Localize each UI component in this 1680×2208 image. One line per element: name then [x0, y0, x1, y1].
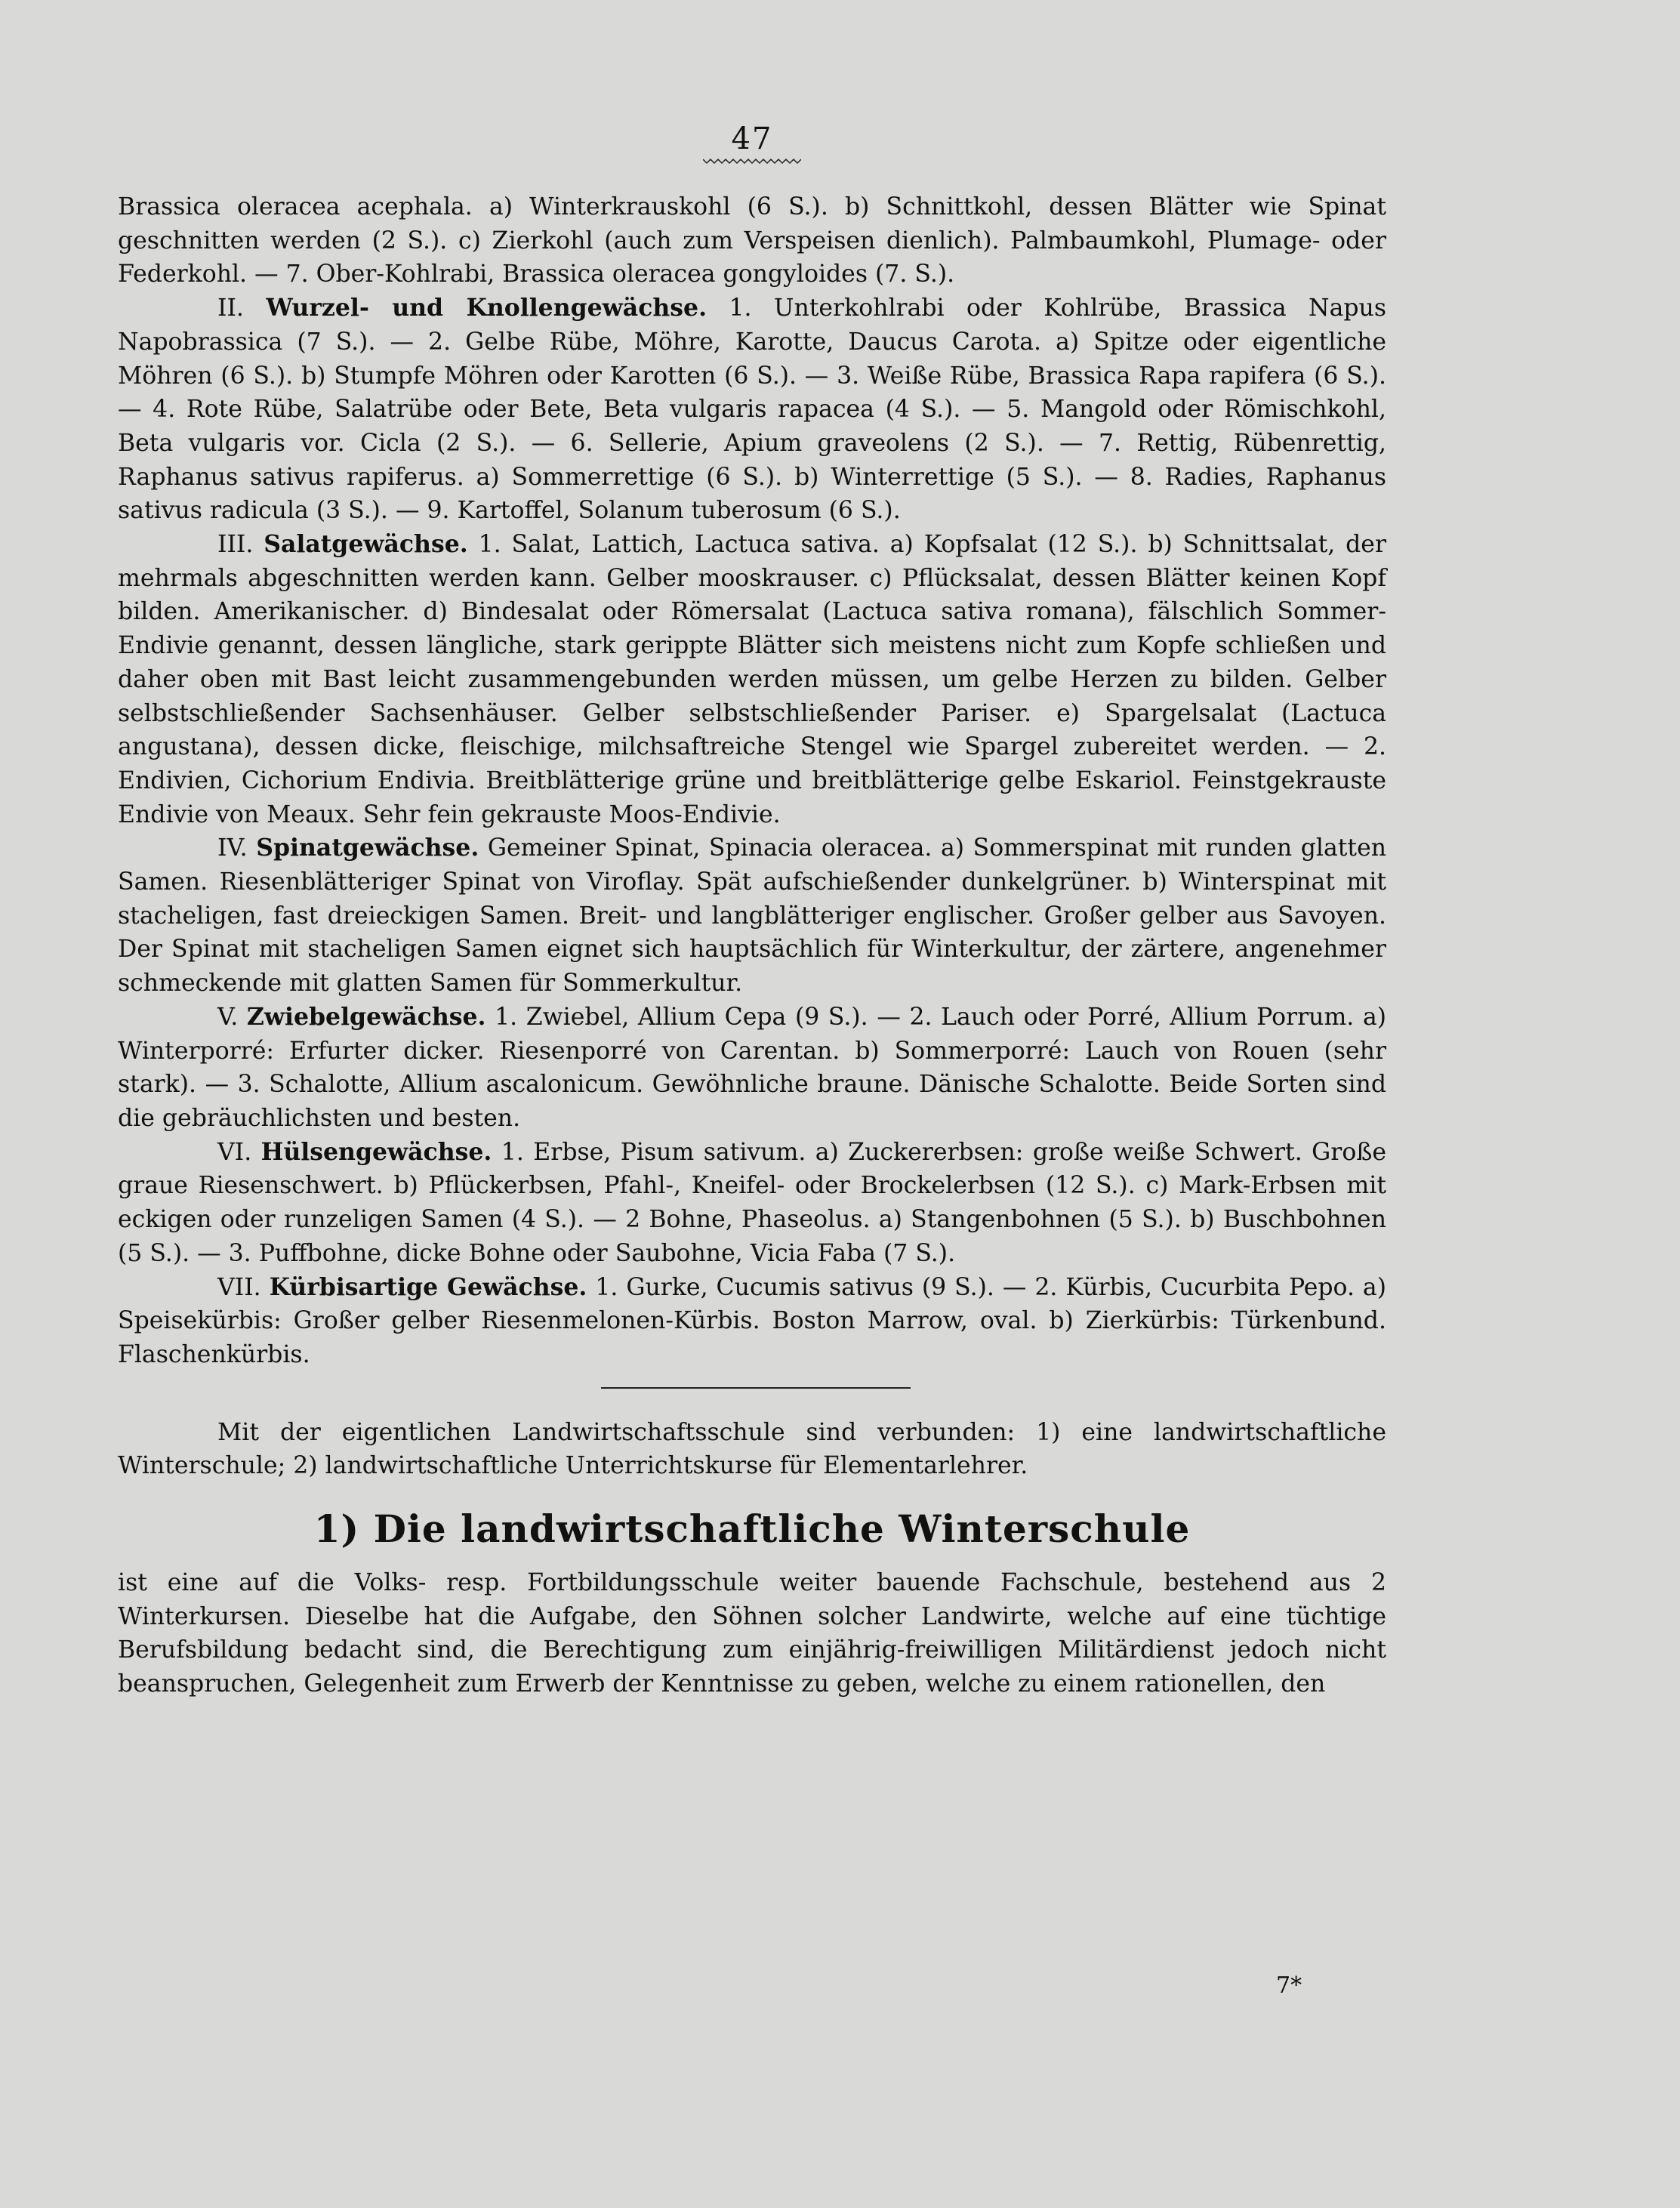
- section-heading: Hülsengewächse.: [260, 1137, 492, 1166]
- section-text: 1. Gurke, Cucumis sativus (9 S.). — 2. Kürbis, Cucurbita Pepo. a) Speisekürbis: Großer gelber Riesenmelonen-Kürbis. Boston Marrow, oval. b) Zierkürbis: Türkenbund. Flaschenkürbis.: [118, 1273, 1386, 1368]
- section-wurzel: [118, 291, 1386, 528]
- section-numeral: VI.: [217, 1138, 252, 1166]
- page-number: 47: [731, 122, 773, 156]
- page-number-ornament: [703, 157, 801, 165]
- section-text: 1. Zwiebel, Allium Cepa (9 S.). — 2. Lauch oder Porré, Allium Porrum. a) Winterporré: Erfurter dicker. Riesenporré von Carentan. b) Somme​rporré: Lauch von Rouen (sehr stark). — 3. Schalotte, Allium ascalonicum. Gewöhnliche braune. Dänische Schalotte. Beide Sorten sind die gebräuchlichsten und besten.: [118, 1003, 1387, 1132]
- body-paragraph: ist eine auf die Volks- resp. Fortbildungsschule weiter bauende Fachschule, bestehend aus 2 Winterkursen. Dieselbe hat die Aufgabe, den Söhnen solcher Landwirte, welche auf eine tüchtige Berufsbildung bedacht sind, die Berechtigung zum einjährig-freiwilligen Militärdienst jedoch nicht beanspruchen, Gelegenheit zum Erwerb der Kenntnisse zu geben, welche zu einem rationellen, den: [118, 1569, 1386, 1698]
- section-kuerbis: [118, 1271, 1386, 1372]
- section-kohl-continued: [118, 190, 1386, 291]
- section-numeral: VII.: [217, 1273, 261, 1301]
- section-text: 1. Unterkohlrabi oder Kohlrübe, Brassica Napus Napobrassica (7 S.). — 2. Gelbe Rübe, Möhre, Karotte, Daucus Carota. a) Spitze oder eigentliche Möhren (6 S.). b) Stumpfe Möhren oder Karotten (6 S.). — 3. Weiße Rübe, Brassica Rapa rapifera (6 S.). — 4. Rote Rübe, Salatrübe oder Bete, Beta vulgaris rapacea (4 S.). — 5. Mangold oder Römischkohl, Beta vulgaris vor. Cicla (2 S.). — 6. Sellerie, Apium graveolens (2 S.). — 7. Rettig, Rübenrettig, Raphanus sativus rapiferus. a) Sommerrettige (6 S.). b) Winterrettige (5 S.). — 8. Radies, Raphanus sativus radicula (3 S.). — 9. Kartoffel, Solanum tuberosum (6 S.).: [118, 295, 1387, 525]
- section-text: 1. Erbse, Pisum sativum. a) Zuckererbsen: große weiße Schwert. Große graue Riesenschwert. b) Pflückerbsen, Pfahl-, Kneifel- oder Brockelerbsen (12 S.). c) Mark-Erbsen mit eckigen oder runzeligen Samen (4 S.). — 2 Bohne, Phaseolus. a) Stangenbohnen (5 S.). b) Buschbohnen (5 S.). — 3. Puffbohne, dicke Bohne oder Saubohne, Vicia Faba (7 S.).: [118, 1138, 1387, 1267]
- section-heading: Kürbisartige Gewächse.: [269, 1272, 587, 1301]
- section-numeral: III.: [217, 531, 254, 559]
- section-text: 1. Salat, Lattich, Lactuca sativa. a) Kopfsalat (12 S.). b) Schnittsalat, der mehrmals abgeschnitten werden kann. Gelber mooskrauser. c) Pflücksalat, dessen Blätter keinen Kopf bilden. Amerikanischer. d) Bindesalat oder Römersalat (Lactuca sativa romana), fälschlich Sommer-Endivie genannt, dessen längliche, stark gerippte Blätter sich meistens nicht zum Kopfe schließen und daher oben mit Bast leicht zusammengebunden werden müssen, um gelbe Herzen zu bilden. Gelber selbstschließender Sachsenhäuser. Gelber selbstschließender Pariser. e) Spargelsalat (Lactuca angustana), dessen dicke, fleischige, milchsaftreiche Stengel wie Spargel zubereitet werden. — 2. Endivien, Cichorium Endivia. Breitblätterige grüne und breitblätterige gelbe Eskariol. Feinstgekrauste Endivie von Meaux. Sehr fein gekrauste Moos-Endivie.: [118, 531, 1387, 828]
- section-numeral: II.: [217, 295, 244, 322]
- signature-mark: 7*: [1276, 1972, 1302, 1999]
- chapter-heading: 1) Die landwirtschaftliche Winterschule: [313, 1506, 1191, 1552]
- section-huelsen: [118, 1136, 1386, 1271]
- separator-rule: [601, 1387, 911, 1389]
- section-numeral: V.: [217, 1003, 239, 1031]
- section-zwiebel: [118, 1001, 1386, 1136]
- section-heading: Spinatgewächse.: [256, 834, 479, 862]
- section-heading: Zwiebelgewächse.: [246, 1002, 486, 1031]
- section-spinat: [118, 831, 1386, 1001]
- intro-paragraph: Mit der eigentlichen Landwirtschaftsschule sind verbunden: 1) eine landwirtschaftliche Winterschule; 2) landwirtschaftliche Unterrichtskurse für Elementarlehrer.: [118, 1418, 1386, 1480]
- section-text: Gemeiner Spinat, Spinacia oleracea. a) Sommerspinat mit runden glatten Samen. Riesenblätteriger Spinat von Viroflay. Spät aufschießender dunkelgrüner. b) Winterspinat mit stacheligen, fast dreieckigen Samen. Breit- und langblätteriger englischer. Großer gelber aus Savoyen. Der Spinat mit stacheligen Samen eignet sich hauptsächlich für Winterkultur, der zärtere, angenehmer schmeckende mit glatten Samen für Sommerkultur.: [118, 834, 1386, 998]
- section-numeral: IV.: [217, 834, 248, 862]
- section-salat: [118, 528, 1386, 831]
- section-text: Brassica oleracea acephala. a) Winterkrauskohl (6 S.). b) Schnittkohl, dessen Blätter wie Spinat geschnitten werden (2 S.). c) Zierkohl (auch zum Verspeisen dienlich). Palmbaumkohl, Plumage- oder Federkohl. — 7. Ober-Kohlrabi, Brassica oleracea gongyloides (7. S.).: [118, 193, 1386, 288]
- section-heading: Wurzel- und Knollengewächse.: [266, 294, 707, 322]
- page-content: [118, 121, 1386, 1701]
- section-heading: Salatgewächse.: [264, 530, 468, 559]
